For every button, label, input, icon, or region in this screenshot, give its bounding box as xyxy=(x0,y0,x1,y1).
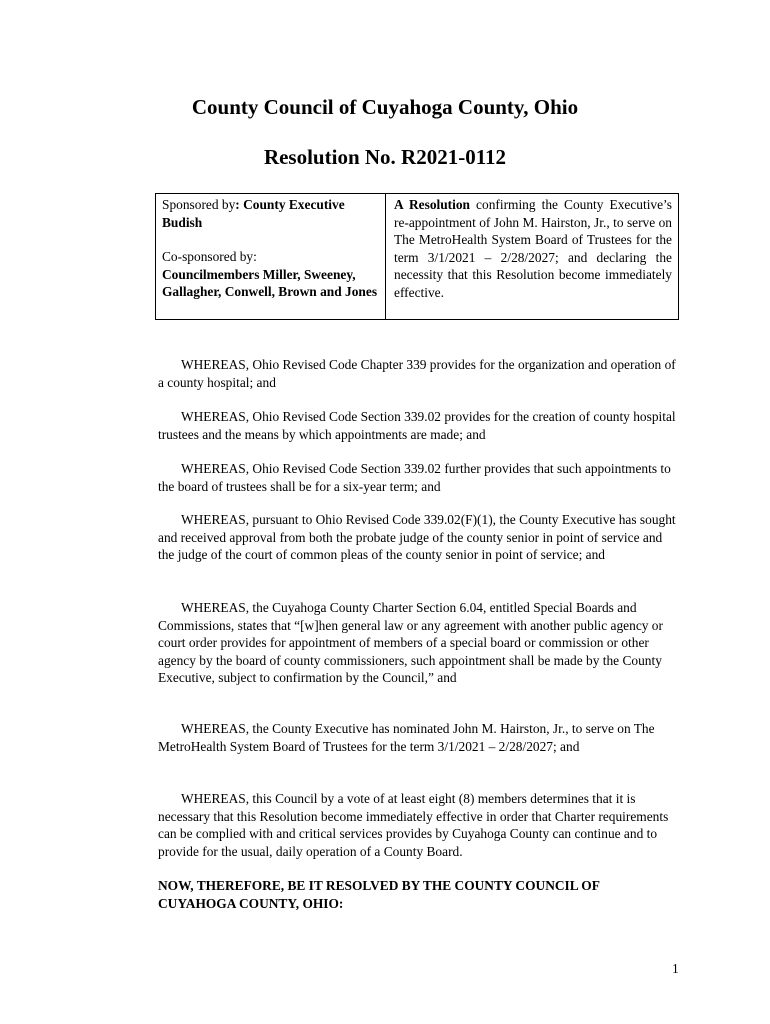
sponsor-table xyxy=(155,193,679,320)
resolution-summary-cell xyxy=(386,194,678,319)
whereas-paragraph: WHEREAS, this Council by a vote of at least eight (8) members determines that it is necessary that this Resolution become immediately effective in order that Charter requirements can be complied with and critical services provides by Cuyahoga County can continue and to provide for the usual, daily operation of a County Board. xyxy=(158,791,669,859)
cosponsor-names: Councilmembers Miller, Sweeney, Gallagher, Conwell, Brown and Jones xyxy=(162,266,378,300)
sponsor-name: County Executive Budish xyxy=(162,197,345,230)
whereas-paragraph: WHEREAS, pursuant to Ohio Revised Code 339.02(F)(1), the County Executive has sought and received approval from both the probate judge of the county senior in point of service and the judge of the court of common pleas of the county senior in point of service; and xyxy=(158,512,676,563)
sponsored-by-colon: : xyxy=(235,197,240,212)
resolution-summary: confirming the County Executive’s re-appointment of John M. Hairston, Jr., to serve on The MetroHealth System Board of Trustees for the term 3/1/2021 – 2/28/2027; and declaring the necessity that this Resolution become immediately effective. xyxy=(394,197,672,300)
whereas-paragraph: WHEREAS, Ohio Revised Code Chapter 339 provides for the organization and operation of a county hospital; and xyxy=(158,357,676,390)
sponsored-by-label: Sponsored by xyxy=(162,197,236,212)
sponsor-cell xyxy=(156,194,386,319)
resolution-lead: A Resolution xyxy=(394,197,470,212)
whereas-paragraph: WHEREAS, Ohio Revised Code Section 339.02 further provides that such appointments to the board of trustees shall be for a six-year term; and xyxy=(158,461,671,494)
sponsor-line xyxy=(162,196,379,231)
cosponsored-by-label: Co-sponsored by: xyxy=(162,249,257,265)
whereas-paragraph: WHEREAS, Ohio Revised Code Section 339.02 provides for the creation of county hospital trustees and the means by which appointments are made; and xyxy=(158,409,676,442)
resolved-clause: NOW, THEREFORE, BE IT RESOLVED BY THE COUNTY COUNCIL OF CUYAHOGA COUNTY, OHIO: xyxy=(158,878,600,911)
page-number: 1 xyxy=(672,961,679,976)
document-title: County Council of Cuyahoga County, Ohio xyxy=(191,95,579,119)
whereas-paragraph: WHEREAS, the Cuyahoga County Charter Section 6.04, entitled Special Boards and Commissions, states that “[w]hen general law or any agreement with another public agency or court order provides for appointment of members of a special board or commission or other agency by the board of county commissioners, such appointment shall be made by the County Executive, subject to confirmation by the Council,” and xyxy=(158,600,663,686)
resolution-number: Resolution No. R2021-0112 xyxy=(263,145,507,169)
whereas-paragraph: WHEREAS, the County Executive has nominated John M. Hairston, Jr., to serve on The MetroHealth System Board of Trustees for the term 3/1/2021 – 2/28/2027; and xyxy=(158,721,655,754)
